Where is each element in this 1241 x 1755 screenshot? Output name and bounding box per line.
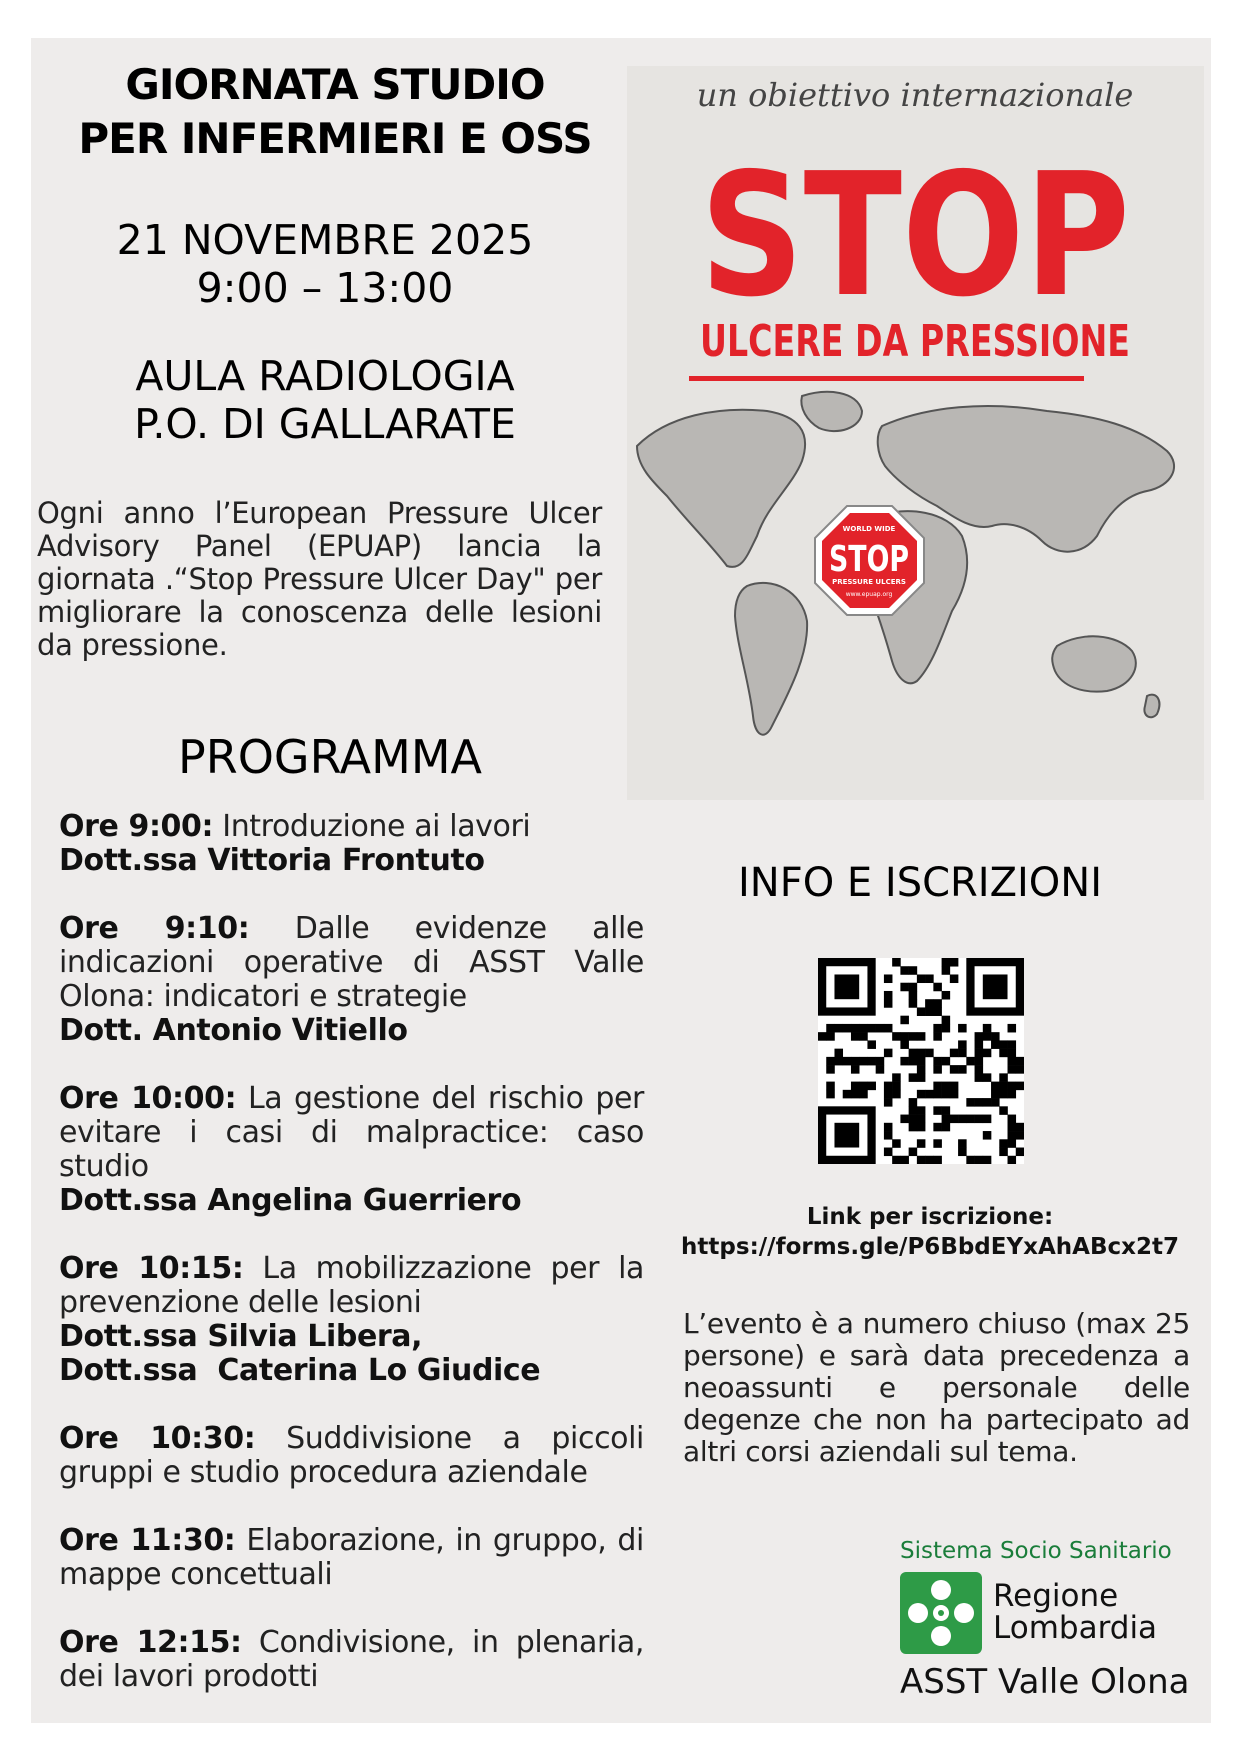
info-title: INFO E ISCRIZIONI	[737, 860, 1103, 906]
program-text: Introduzione ai lavori	[222, 809, 531, 844]
poster-graphic	[627, 66, 1204, 800]
poster-underline	[689, 376, 1084, 381]
program-speaker: Dott. Antonio Vitiello	[59, 1013, 408, 1048]
qr-finder-pattern	[818, 1106, 876, 1164]
title-line-2: PER INFERMIERI E OSS	[78, 114, 592, 163]
program-text: La mobilizzazione per la prevenzione delle lesioni	[59, 1251, 644, 1320]
island-new-zealand	[1144, 695, 1159, 718]
program-item	[59, 1422, 644, 1490]
program-text: Condivisione, in plenaria, dei lavori prodotti	[59, 1625, 644, 1694]
qr-finder-pattern	[818, 958, 876, 1016]
program-time: Ore 9:10:	[59, 911, 250, 946]
program-speaker-2: Dott.ssa Caterina Lo Giudice	[59, 1353, 541, 1388]
attendance-note: L’evento è a numero chiuso (max 25 persone) e sarà data precedenza a neoassunti e personale delle degenze che non ha partecipato ad altri corsi aziendali sul tema.	[683, 1307, 1190, 1468]
program-item	[59, 1626, 644, 1694]
program-title: PROGRAMMA	[178, 730, 482, 784]
program-item	[59, 912, 644, 1048]
regione-line-1: Regione	[993, 1578, 1119, 1614]
sign-main-text: STOP	[829, 539, 909, 580]
event-date: 21 NOVEMBRE 2025	[116, 216, 534, 264]
registration-link[interactable]: https://forms.gle/P6BbdEYxAhABcx2t7	[681, 1234, 1179, 1260]
program-speaker: Dott.ssa Angelina Guerriero	[59, 1183, 522, 1218]
poster-tagline: un obiettivo internazionale	[696, 76, 1134, 114]
program-item	[59, 1524, 644, 1592]
program-item	[59, 810, 644, 878]
lombardia-rose-icon	[900, 1572, 982, 1654]
event-venue	[40, 352, 610, 448]
program-speaker: Dott.ssa Vittoria Frontuto	[59, 843, 485, 878]
registration-link-block	[640, 1202, 1220, 1262]
program-text: Elaborazione, in gruppo, di mappe concettuali	[59, 1523, 644, 1592]
program-item	[59, 1082, 644, 1218]
program-time: Ore 10:00:	[59, 1081, 237, 1116]
regione-line-2: Lombardia	[993, 1610, 1158, 1646]
sign-sub-text: PRESSURE ULCERS	[832, 578, 906, 586]
event-datetime	[40, 216, 610, 312]
program-time: Ore 10:15:	[59, 1251, 244, 1286]
program-time: Ore 9:00:	[59, 809, 214, 844]
continent-australia	[1052, 636, 1136, 691]
link-label: Link per iscrizione:	[806, 1204, 1054, 1230]
qr-finder-pattern	[966, 958, 1024, 1016]
event-title	[40, 58, 630, 166]
venue-line-1: AULA RADIOLOGIA	[135, 352, 515, 400]
regione-lombardia-logo	[900, 1572, 982, 1654]
sign-url-text: www.epuap.org	[845, 591, 893, 598]
intro-paragraph: Ogni anno l’European Pressure Ulcer Advisory Panel (EPUAP) lancia la giornata .“Stop Pressure Ulcer Day" per migliorare la conoscenza delle lesioni da pressione.	[37, 496, 602, 662]
event-time: 9:00 – 13:00	[196, 264, 454, 312]
sistema-socio-sanitario-label: Sistema Socio Sanitario	[900, 1538, 1172, 1564]
stop-sign	[815, 506, 924, 615]
program-time: Ore 12:15:	[59, 1625, 242, 1660]
stop-ulcer-poster	[627, 66, 1204, 800]
program-text: Suddivisione a piccoli gruppi e studio procedura aziendale	[59, 1421, 644, 1490]
program-list	[59, 810, 644, 1728]
poster-headline: STOP	[700, 137, 1130, 335]
asst-valle-olona-label: ASST Valle Olona	[900, 1662, 1190, 1702]
qr-code-graphic	[818, 958, 1024, 1164]
program-speaker: Dott.ssa Silvia Libera,	[59, 1319, 423, 1354]
program-time: Ore 10:30:	[59, 1421, 256, 1456]
program-time: Ore 11:30:	[59, 1523, 236, 1558]
poster-subheadline: ULCERE DA PRESSIONE	[700, 316, 1130, 367]
venue-line-2: P.O. DI GALLARATE	[134, 400, 516, 448]
registration-qr-code[interactable]	[818, 958, 1024, 1164]
sign-top-text: WORLD WIDE	[842, 525, 896, 533]
program-text: La gestione del rischio per evitare i casi di malpractice: caso studio	[59, 1081, 644, 1184]
title-line-1: GIORNATA STUDIO	[125, 60, 545, 109]
regione-lombardia-text	[993, 1580, 1157, 1644]
program-item	[59, 1252, 644, 1388]
program-text: Dalle evidenze alle indicazioni operative di ASST Valle Olona: indicatori e strategie	[59, 911, 644, 1014]
